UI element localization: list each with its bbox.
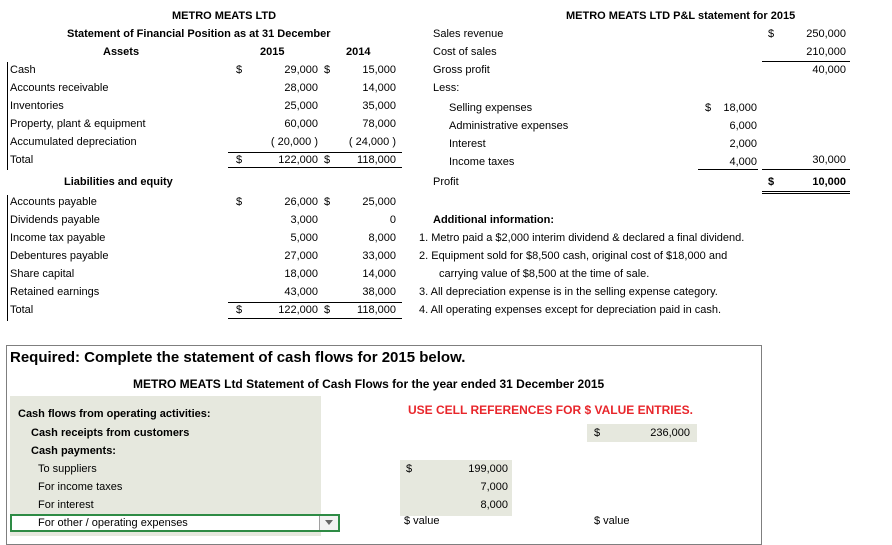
row-label: Total [10,154,34,166]
row-current-value: 25,000 [284,100,318,112]
assets-total-bottomline [228,167,402,168]
liab-heading: Liabilities and equity [64,176,173,188]
receipts-label: Cash receipts from customers [31,427,190,439]
row-label: Cash [10,64,36,76]
payments-label: Cash payments: [31,445,116,457]
row-prior-sym: $ [324,154,331,166]
profit-underline-2 [762,193,850,194]
expense-label: Interest [449,138,486,150]
pl-title: METRO MEATS LTD P&L statement for 2015 [566,10,796,22]
payment-value-income-taxes[interactable]: 7,000 [480,481,508,493]
row-label: Retained earnings [10,286,100,298]
row-prior-value: 14,000 [362,268,396,280]
profit-value: 10,000 [812,176,846,188]
liab-total-bottomline [228,318,402,319]
row-label: Income tax payable [10,232,106,244]
value-placeholder-2[interactable]: $ value [594,515,630,527]
profit-underline-1 [762,191,850,192]
receipts-value[interactable]: 236,000 [650,427,690,439]
row-current-value: 27,000 [284,250,318,262]
cos-underline [762,61,850,62]
assets-total-topline [228,152,402,153]
expenses-underline [698,169,758,170]
row-prior-value: 33,000 [362,250,396,262]
less-label: Less: [433,82,460,94]
payment-label-income-taxes: For income taxes [38,481,123,493]
value-placeholder-1[interactable]: $ value [404,515,440,527]
row-prior-value: 118,000 [357,154,396,166]
other-expenses-dropdown[interactable] [10,514,340,532]
profit-sym: $ [768,176,775,188]
gp-value: 40,000 [812,64,846,76]
payment-label-suppliers: To suppliers [38,463,97,475]
additional-heading: Additional information: [433,214,554,226]
row-prior-value: 35,000 [362,100,396,112]
dropdown-selected: For other / operating expenses [38,517,188,529]
expense-label: Income taxes [449,156,515,168]
payment-label-interest: For interest [38,499,94,511]
row-prior-value: 25,000 [362,196,396,208]
assets-heading: Assets [103,46,140,58]
year-current: 2015 [260,46,285,58]
row-current-value: 43,000 [284,286,318,298]
cell-reference-warning: USE CELL REFERENCES FOR $ VALUE ENTRIES. [408,403,693,417]
row-prior-sym: $ [324,196,331,208]
expense-value: 18,000 [723,102,757,114]
sofp-subtitle: Statement of Financial Position as at 31 December [67,28,331,40]
additional-item-4: 4. All operating expenses except for depreciation paid in cash. [419,304,722,316]
chevron-down-icon [325,520,333,525]
payment-value-interest[interactable]: 8,000 [480,499,508,511]
row-current-value: 5,000 [290,232,318,244]
additional-item-2: 2. Equipment sold for $8,500 cash, original cost of $18,000 and [419,250,728,262]
additional-item-3: 3. All depreciation expense is in the selling expense category. [419,286,718,298]
payment-value-suppliers[interactable]: 199,000 [468,463,508,475]
liab-total-topline [228,302,402,303]
row-prior-sym: $ [324,304,331,316]
dropdown-arrow-button[interactable] [319,516,338,530]
row-prior-value: 8,000 [368,232,396,244]
row-prior-value: 15,000 [362,64,396,76]
payment-sym-suppliers: $ [406,463,413,475]
row-current-value: 60,000 [284,118,318,130]
profit-label: Profit [433,176,459,188]
row-label: Inventories [10,100,64,112]
expenses-total: 30,000 [812,154,846,166]
row-label: Accumulated depreciation [10,136,137,148]
row-prior-value: 118,000 [357,304,396,316]
row-prior-value: 78,000 [362,118,396,130]
row-prior-value: 38,000 [362,286,396,298]
row-current-sym: $ [236,304,243,316]
row-label: Total [10,304,34,316]
expense-label: Administrative expenses [449,120,569,132]
row-prior-value: ( 24,000 ) [348,136,396,148]
exp-total-underline [762,169,850,170]
row-current-value: 28,000 [284,82,318,94]
expense-sym: $ [705,102,712,114]
row-current-sym: $ [236,64,243,76]
year-prior: 2014 [346,46,371,58]
row-current-value: 3,000 [290,214,318,226]
sales-value: 250,000 [806,28,846,40]
expense-value: 4,000 [729,156,757,168]
row-current-sym: $ [236,196,243,208]
cos-label: Cost of sales [433,46,497,58]
row-current-value: 122,000 [278,304,318,316]
row-prior-value: 14,000 [362,82,396,94]
additional-item-1: 1. Metro paid a $2,000 interim dividend & declared a final dividend. [419,232,745,244]
sales-label: Sales revenue [433,28,504,40]
receipts-sym: $ [594,427,601,439]
sales-sym: $ [768,28,775,40]
row-label: Dividends payable [10,214,100,226]
row-current-value: 26,000 [284,196,318,208]
row-label: Accounts receivable [10,82,109,94]
row-current-value: 29,000 [284,64,318,76]
expense-value: 6,000 [729,120,757,132]
cashflow-subtitle: METRO MEATS Ltd Statement of Cash Flows for the year ended 31 December 2015 [133,377,605,391]
row-label: Share capital [10,268,75,280]
liab-left-border [7,195,8,321]
row-prior-sym: $ [324,64,331,76]
cos-value: 210,000 [806,46,846,58]
assets-left-border [7,62,8,170]
row-label: Accounts payable [10,196,97,208]
row-current-value: 18,000 [284,268,318,280]
row-current-sym: $ [236,154,243,166]
row-current-value: ( 20,000 ) [270,136,318,148]
row-current-value: 122,000 [278,154,318,166]
required-heading: Required: Complete the statement of cash flows for 2015 below. [10,349,466,366]
row-label: Property, plant & equipment [10,118,146,130]
row-label: Debentures payable [10,250,109,262]
sofp-company: METRO MEATS LTD [172,10,277,22]
additional-item-2-cont: carrying value of $8,500 at the time of sale. [439,268,650,280]
expense-label: Selling expenses [449,102,533,114]
operating-heading: Cash flows from operating activities: [18,408,211,420]
expense-value: 2,000 [729,138,757,150]
row-prior-value: 0 [389,214,396,226]
gp-label: Gross profit [433,64,490,76]
